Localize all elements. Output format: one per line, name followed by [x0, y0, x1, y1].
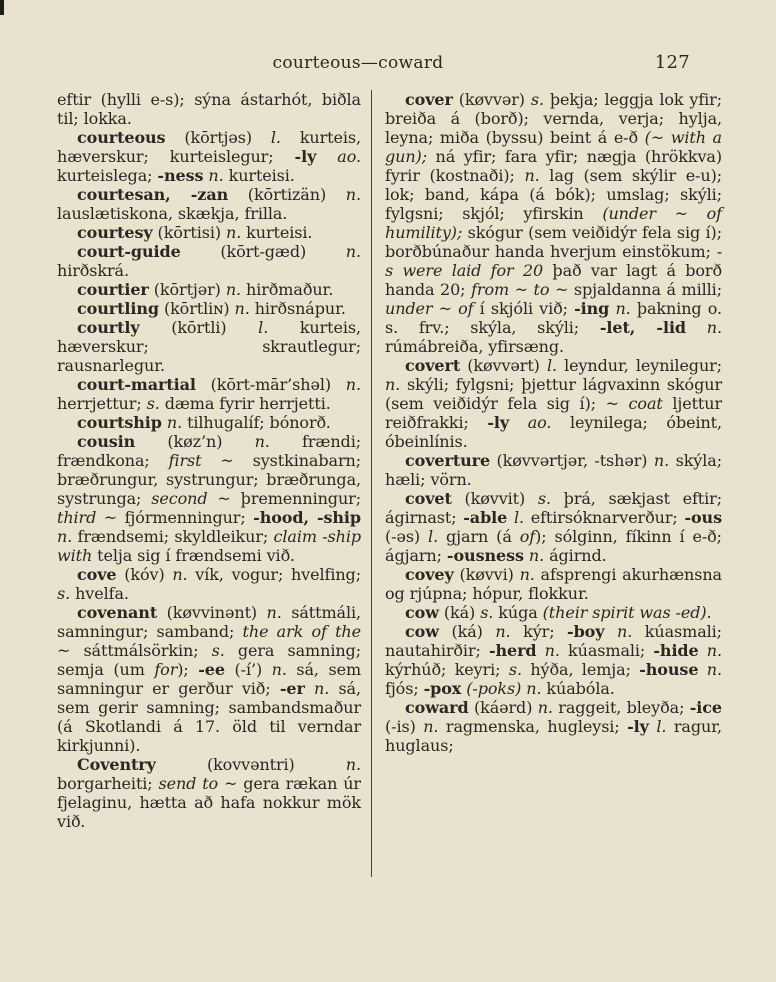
headword: -let, -lid	[599, 318, 687, 337]
headword: covet	[405, 489, 452, 508]
italic-tag: n.	[166, 413, 183, 432]
definition-text: (kóv)	[116, 565, 173, 584]
definition-text: (kōrtjər)	[148, 280, 226, 299]
italic-tag: l.	[428, 527, 439, 546]
italic-tag: s.	[146, 394, 160, 413]
italic-tag: n.	[423, 717, 439, 736]
headword: court-guide	[77, 242, 181, 261]
dictionary-entry	[57, 242, 361, 280]
italic-tag: l.	[270, 128, 281, 147]
headword: cow	[405, 622, 439, 641]
definition-text: þekja; leggja lok yfir; breiða á (borð); vernda, verja; hylja, leyna; miða (byssu) beint á e-ð	[385, 90, 722, 147]
definition-text: ~ gera rækan úr fjelaginu, hætta að hafa nokkur mök við.	[57, 774, 361, 831]
italic-tag: n.	[208, 166, 224, 185]
guide-words: courteous—coward	[272, 53, 444, 73]
italic-tag: (under ~ of humility);	[385, 204, 722, 242]
dictionary-entry	[385, 622, 722, 698]
headword: covert	[405, 356, 461, 375]
column-divider	[371, 90, 372, 877]
dictionary-entry	[385, 565, 722, 603]
italic-tag: second	[151, 489, 208, 508]
definition-text: kúasmali; nautahirðir;	[385, 622, 722, 660]
italic-tag: s.	[211, 641, 225, 660]
definition-text: ~ systkinabarn; bræðrungur, systrungur; bræðrunga, systrunga;	[57, 451, 361, 508]
definition-text: kýr;	[510, 622, 568, 641]
definition-text: hirðsnápur.	[249, 299, 346, 318]
definition-text: herrjettur;	[57, 394, 147, 413]
dictionary-entry	[57, 128, 361, 185]
italic-tag: s.	[530, 90, 544, 109]
definition-text: ljettur reiðfrakki;	[385, 394, 722, 432]
definition-text: ~ fjórmenningur;	[96, 508, 254, 527]
definition-text: (kōrt-mār’shəl)	[195, 375, 346, 394]
headword: -ous	[684, 508, 722, 527]
italic-tag: (-poks)	[466, 679, 522, 698]
dictionary-entry	[385, 356, 722, 451]
definition-text: ~ þremenningur;	[207, 489, 361, 508]
italic-tag: n.	[172, 565, 188, 584]
italic-tag: ao.	[527, 413, 552, 432]
headword: -er	[279, 679, 305, 698]
definition-text: ná yfir; fara yfir; nægja (hrökkva) fyrir (kostnaði);	[385, 147, 722, 185]
italic-tag: s.	[537, 489, 551, 508]
definition-text	[699, 641, 707, 660]
italic-tag: n.	[225, 280, 242, 299]
definition-text	[507, 508, 514, 527]
definition-text: (køvvərtjər, -tshər)	[490, 451, 654, 470]
italic-tag: n.	[345, 755, 361, 774]
definition-text: raggeit, bleyða;	[552, 698, 690, 717]
headword: court-martial	[77, 375, 196, 394]
italic-tag: n.	[495, 622, 511, 641]
page-number: 127	[654, 52, 690, 73]
headword: -herd	[488, 641, 537, 660]
headword: -ly	[627, 717, 649, 736]
headword: -ousness	[446, 546, 524, 565]
definition-text: fjós;	[385, 679, 424, 698]
headword: courtship	[77, 413, 162, 432]
italic-tag: l.	[656, 717, 667, 736]
headword: courtier	[77, 280, 149, 299]
headword: -ly	[487, 413, 510, 432]
definition-text: gjarn (á	[438, 527, 520, 546]
italic-tag: n.	[706, 660, 722, 679]
italic-tag: (~ with a gun);	[385, 128, 722, 166]
italic-tag: n.	[385, 375, 401, 394]
dictionary-entry	[57, 185, 361, 223]
definition-text: (-əs)	[385, 527, 429, 546]
italic-tag: n.	[528, 546, 545, 565]
italic-tag: s.	[508, 660, 522, 679]
italic-tag: -s were laid for 20	[385, 242, 722, 280]
italic-tag: of	[519, 527, 536, 546]
definition-text: ragmenska, hugleysi;	[438, 717, 628, 736]
dictionary-entry	[385, 90, 722, 356]
italic-tag: claim -ship with	[57, 527, 361, 565]
definition-text: (køvvit)	[451, 489, 538, 508]
definition-text	[305, 679, 314, 698]
italic-tag: l.	[546, 356, 557, 375]
definition-text: (ká)	[438, 622, 496, 641]
definition-text: lag (sem skýlir e-u); lok; band, kápa (á bók); umslag; skýli; fylgsni; skjól; yfirskin	[385, 166, 723, 223]
dictionary-entry	[385, 451, 722, 489]
italic-tag: n.	[271, 660, 287, 679]
definition-text: telja sig í frændsemi við.	[92, 546, 295, 565]
dictionary-entry	[57, 375, 361, 413]
definition-text: );	[177, 660, 199, 679]
definition-text: í skjóli við;	[473, 299, 575, 318]
italic-tag: coat	[628, 394, 663, 413]
headword: -pox	[423, 679, 462, 698]
definition-text: afsprengi akurhænsna og rjúpna; hópur, flokkur.	[385, 565, 722, 603]
headword: -ee	[198, 660, 225, 679]
italic-tag: for	[154, 660, 178, 679]
definition-text	[537, 641, 545, 660]
italic-tag: s.	[480, 603, 494, 622]
italic-tag: n.	[544, 641, 560, 660]
dictionary-entry	[57, 603, 361, 755]
dictionary-entry	[57, 280, 361, 299]
definition-text: leyndur, leynilegur;	[556, 356, 722, 375]
column-right	[385, 90, 722, 755]
italic-tag: from ~ to ~	[471, 280, 569, 299]
italic-tag: l.	[513, 508, 524, 527]
italic-tag: n.	[615, 299, 631, 318]
italic-tag: n.	[526, 679, 542, 698]
definition-text: skýli; fylgsni; þjettur lágvaxinn skógur (sem veiðidýr fela sig í); ~	[385, 375, 722, 413]
definition-text: (kōrt-gæd)	[180, 242, 346, 261]
headword: -house	[639, 660, 699, 679]
headword: cover	[405, 90, 453, 109]
definition-text	[686, 318, 707, 337]
italic-tag: n.	[706, 641, 722, 660]
headword: covenant	[77, 603, 158, 622]
definition-text: kurteisi.	[223, 166, 295, 185]
definition-text: hirðmaður.	[241, 280, 334, 299]
definition-text: lauslætiskona, skækja, frilla.	[57, 204, 288, 223]
headword: cow	[405, 603, 439, 622]
definition-text: sá, sem gerir samning; sambandsmaður (á Skotlandi á 17. öld til verndar kirkjunni).	[57, 679, 361, 755]
definition-text: dæma fyrir herrjetti.	[159, 394, 331, 413]
italic-tag: n.	[234, 299, 250, 318]
italic-tag: n.	[519, 565, 535, 584]
headword: courtesy	[77, 223, 153, 242]
definition-text: kýrhúð; keyri;	[385, 660, 509, 679]
dictionary-entry	[385, 489, 722, 565]
definition-text: skógur (sem veiðidýr fela sig í); borðbúnaður handa hverjum einstökum;	[385, 223, 722, 261]
definition-text: (køz’n)	[135, 432, 255, 451]
definition-text: (kovvəntri)	[155, 755, 346, 774]
definition-text: leynilega; óbeint, óbeinlínis.	[385, 413, 722, 451]
definition-text: (kōrtjəs)	[165, 128, 271, 147]
definition-text: kúabóla.	[541, 679, 615, 698]
definition-text: kúasmali;	[559, 641, 654, 660]
definition-text: ragur, huglaus;	[385, 717, 722, 755]
italic-tag: n.	[225, 223, 242, 242]
italic-tag: n.	[314, 679, 330, 698]
italic-tag: n.	[345, 185, 361, 204]
definition-text: það var lagt á borð handa 20;	[385, 261, 722, 299]
definition-text: rúmábreiða, yfirsæng.	[385, 337, 564, 356]
definition-text: eftir (hylli e-s); sýna ástarhót, biðla til; lokka.	[57, 90, 361, 128]
italic-tag: n.	[266, 603, 282, 622]
definition-text	[509, 413, 528, 432]
italic-tag: n.	[706, 318, 722, 337]
italic-tag: third	[57, 508, 97, 527]
italic-tag: n.	[57, 527, 73, 546]
definition-text: (køvvinənt)	[157, 603, 267, 622]
entry-continuation	[57, 90, 361, 128]
definition-text: hýða, lemja;	[521, 660, 640, 679]
italic-tag: first	[168, 451, 202, 470]
italic-tag: under ~ of	[385, 299, 474, 318]
definition-text: frændsemi; skyldleikur;	[72, 527, 274, 546]
definition-text: borgarheiti;	[57, 774, 159, 793]
headword: -hide	[653, 641, 699, 660]
italic-tag: ao.	[337, 147, 361, 166]
headword: coward	[405, 698, 469, 717]
definition-text: (-í’)	[224, 660, 272, 679]
italic-tag: n.	[254, 432, 270, 451]
definition-text: (køvvi)	[453, 565, 520, 584]
headword: -ly	[294, 147, 317, 166]
headword: Coventry	[77, 755, 156, 774]
definition-text: sá, sem samningur er gerður við;	[57, 660, 362, 698]
dictionary-entry	[385, 603, 722, 622]
definition-text	[698, 660, 706, 679]
definition-text: (kōrtli)	[139, 318, 259, 337]
definition-text: (kōrtisi)	[152, 223, 226, 242]
definition-text: hirðskrá.	[57, 261, 129, 280]
definition-text: (køvvərt)	[460, 356, 547, 375]
definition-text: skýla; hæli; vörn.	[385, 451, 722, 489]
definition-text: (ká)	[438, 603, 481, 622]
dictionary-entry	[57, 432, 361, 565]
definition-text: þakning o. s. frv.; skýla, skýli;	[385, 299, 722, 337]
definition-text: eftirsóknarverður;	[524, 508, 685, 527]
italic-tag: n.	[345, 242, 361, 261]
headword: -ice	[689, 698, 722, 717]
definition-text: (kōrtizän)	[228, 185, 346, 204]
headword: courtly	[77, 318, 140, 337]
headword: cove	[77, 565, 117, 584]
italic-tag: n.	[524, 166, 540, 185]
definition-text: kurteis, hæverskur; kurteislegur;	[57, 128, 361, 166]
headword: -ing	[574, 299, 610, 318]
definition-text: tilhugalíf; bónorð.	[182, 413, 331, 432]
italic-tag: the ark of the	[242, 622, 361, 641]
definition-text: gera samning; semja (um	[57, 641, 361, 679]
dictionary-entry	[57, 755, 361, 831]
running-head	[0, 53, 776, 75]
definition-text: vík, vogur; hvelfing;	[187, 565, 361, 584]
definition-text: kurteisi.	[241, 223, 313, 242]
dictionary-entry	[57, 413, 361, 432]
definition-text: þrá, sækjast eftir; ágirnast;	[385, 489, 722, 527]
dictionary-entry	[57, 318, 361, 375]
headword: cousin	[77, 432, 136, 451]
dictionary-entry	[57, 565, 361, 603]
definition-text: ágirnd.	[544, 546, 607, 565]
definition-text: ~ sáttmálsörkin;	[57, 641, 212, 660]
column-left	[57, 90, 361, 831]
definition-text	[316, 147, 337, 166]
headword: -boy	[567, 622, 605, 641]
definition-text: hvelfa.	[70, 584, 129, 603]
italic-tag: s.	[57, 584, 71, 603]
definition-text: (køvvər)	[452, 90, 531, 109]
definition-text: spjaldanna á milli;	[568, 280, 722, 299]
italic-tag: n.	[345, 375, 361, 394]
definition-text: (-is)	[385, 717, 424, 736]
definition-text: frændi; frændkona;	[57, 432, 362, 470]
headword: -able	[463, 508, 508, 527]
headword: courtesan, -zan	[77, 185, 229, 204]
italic-tag: n.	[653, 451, 670, 470]
italic-tag: (their spirit was -ed).	[542, 603, 712, 622]
headword: courtling	[77, 299, 159, 318]
dictionary-entry	[57, 223, 361, 242]
definition-text: (káərd)	[468, 698, 538, 717]
headword: coverture	[405, 451, 491, 470]
headword: courteous	[77, 128, 166, 147]
definition-text: (kōrtliɴ)	[158, 299, 235, 318]
headword: -ness	[157, 166, 204, 185]
text-columns	[57, 90, 723, 877]
dictionary-entry	[385, 698, 722, 755]
headword: covey	[405, 565, 454, 584]
definition-text: kurteislega;	[57, 166, 158, 185]
headword: -hood, -ship	[253, 508, 361, 527]
definition-text: sáttmáli, samningur; samband;	[57, 603, 361, 641]
italic-tag: n.	[537, 698, 553, 717]
italic-tag: n.	[617, 622, 633, 641]
italic-tag: l.	[258, 318, 269, 337]
dictionary-entry	[57, 299, 361, 318]
scan-edge-artifact	[0, 0, 4, 15]
italic-tag: send to	[158, 774, 219, 793]
definition-text: ); sólginn, fíkinn í e-ð; ágjarn;	[385, 527, 722, 565]
definition-text: kurteis, hæverskur; skrautlegur; rausnarlegur.	[57, 318, 361, 375]
definition-text	[604, 622, 617, 641]
definition-text: kúga	[493, 603, 543, 622]
